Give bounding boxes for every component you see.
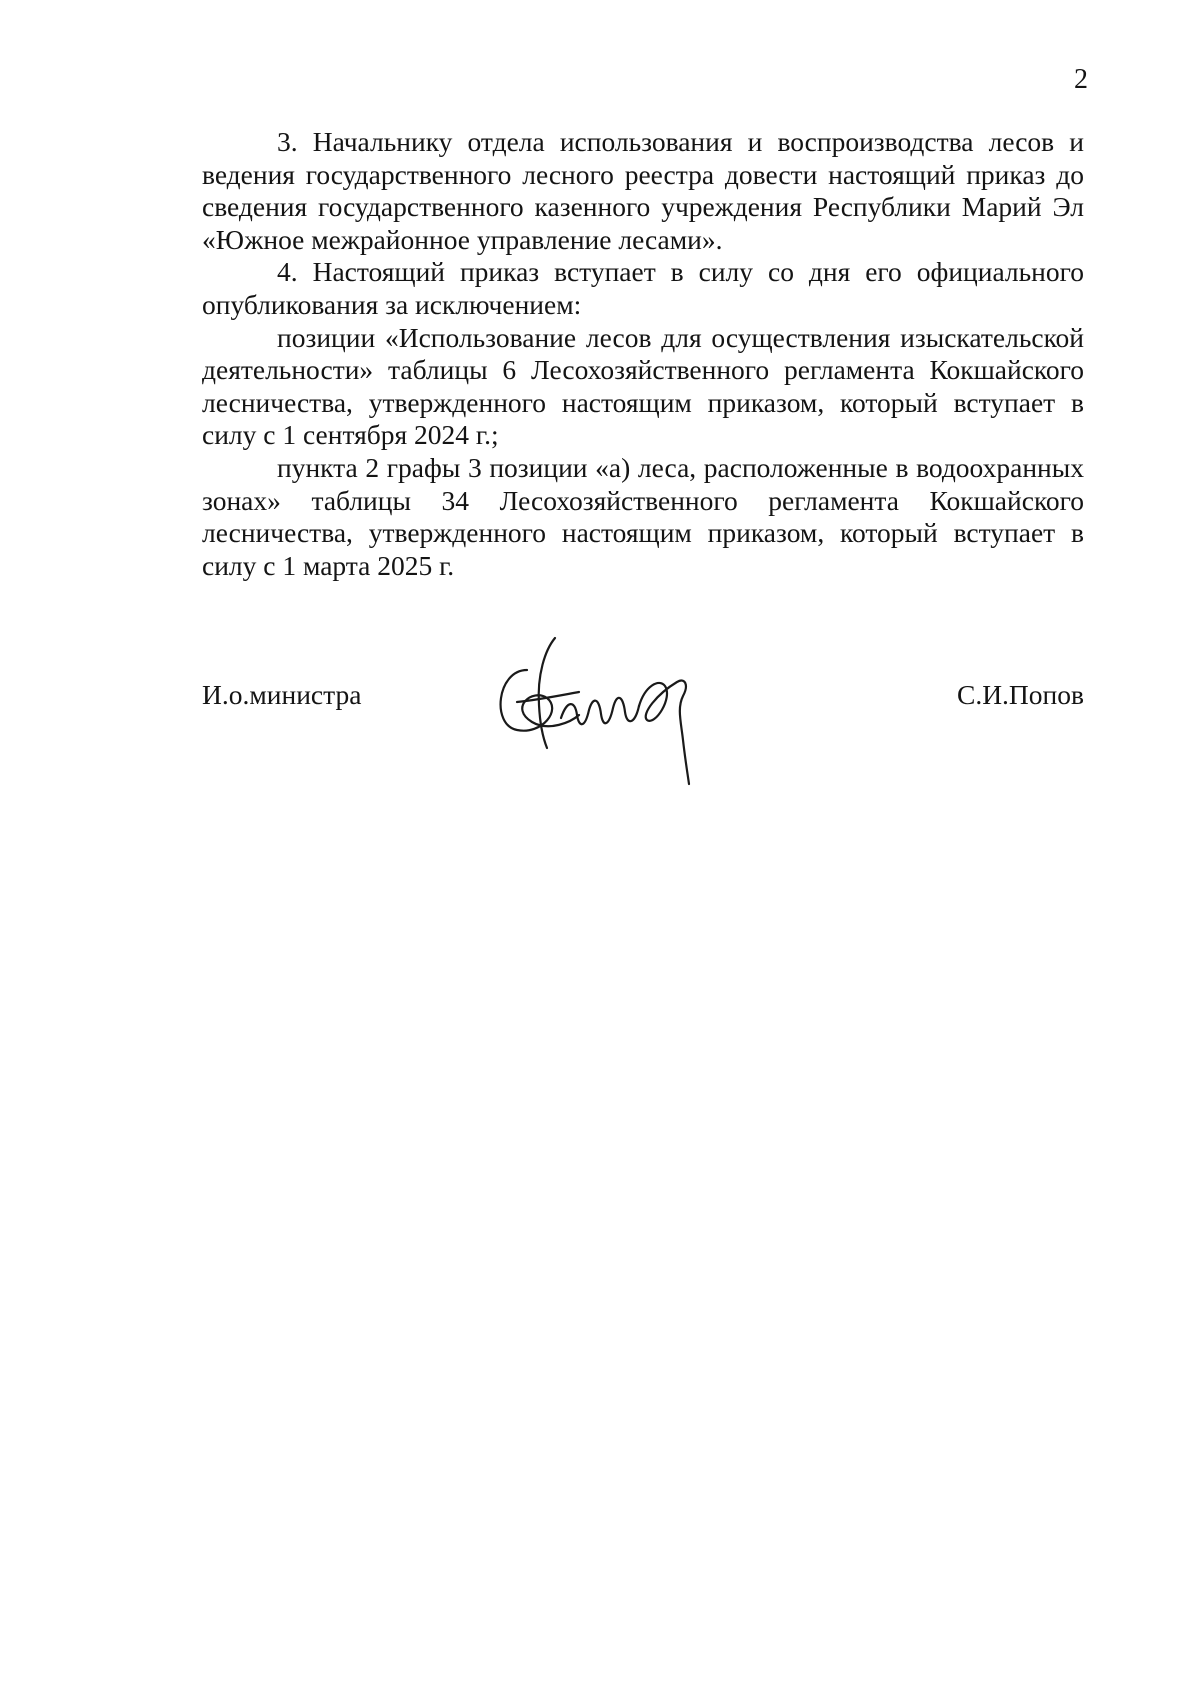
exception-item-1: позиции «Использование лесов для осуществления изыскательской деятельности» таблицы 6 Лесохозяйственного регламента Кокшайского лесничества, утвержденного настоящим приказом, который вступает в силу с 1 сентября 2024 г.; <box>202 321 1084 451</box>
signature-block <box>202 620 1084 790</box>
handwritten-signature <box>487 630 747 790</box>
paragraph-3: 3. Начальнику отдела использования и воспроизводства лесов и ведения государственного лесного реестра довести настоящий приказ до сведения государственного казенного учреждения Республики Марий Эл «Южное межрайонное управление лесами». <box>202 126 1084 255</box>
paragraph-4: 4. Настоящий приказ вступает в силу со дня его официального опубликования за исключением: <box>202 256 1084 320</box>
exception-item-2: пункта 2 графы 3 позиции «а) леса, расположенные в водоохранных зонах» таблицы 34 Лесохозяйственного регламента Кокшайского лесничества, утвержденного настоящим приказом, который вступает в силу с 1 марта 2025 г. <box>202 451 1084 581</box>
page-number: 2 <box>1074 64 1088 95</box>
order-body <box>202 126 1084 582</box>
signatory-position: И.о.министра <box>202 679 362 710</box>
signatory-name: С.И.Попов <box>956 679 1084 710</box>
